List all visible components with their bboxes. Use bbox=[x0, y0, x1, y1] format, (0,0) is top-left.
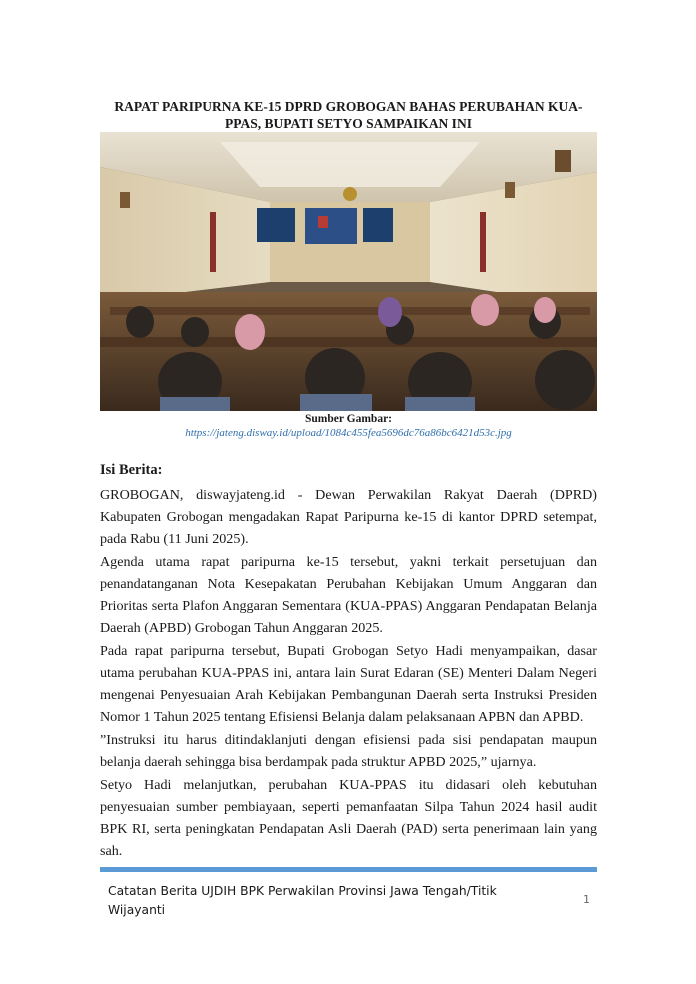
paragraph: GROBOGAN, diswayjateng.id - Dewan Perwakilan Rakyat Daerah (DPRD) Kabupaten Grobogan mengadakan Rapat Paripurna ke-15 di kantor DPRD setempat, pada Rabu (11 Juni 2025). bbox=[100, 487, 597, 547]
paragraph: Setyo Hadi melanjutkan, perubahan KUA-PPAS itu didasari oleh kebutuhan penyesuaian sumber pembiayaan, seperti pemanfaatan Silpa Tahun 2024 hasil audit BPK RI, serta peningkatan Pendapatan Asli Daerah (PAD) serta penerimaan lain yang sah. bbox=[100, 777, 597, 859]
article-body bbox=[100, 484, 597, 863]
page-number: 1 bbox=[583, 893, 590, 906]
footer-divider bbox=[100, 867, 597, 872]
paragraph: ”Instruksi itu harus ditindaklanjuti dengan efisiensi pada sisi pendapatan maupun belanja daerah sehingga bisa berdampak pada struktur APBD 2025,” ujarnya. bbox=[100, 732, 597, 770]
paragraph: Pada rapat paripurna tersebut, Bupati Grobogan Setyo Hadi menyampaikan, dasar utama perubahan KUA-PPAS ini, antara lain Surat Edaran (SE) Menteri Dalam Negeri mengenai Penyesuaian Arah Kebijakan Pembangunan Daerah serta Instruksi Presiden Nomor 1 Tahun 2025 tentang Efisiensi Belanja dalam pelaksanaan APBN dan APBD. bbox=[100, 643, 597, 725]
image-caption-label: Sumber Gambar: bbox=[305, 413, 392, 425]
paragraph: Agenda utama rapat paripurna ke-15 tersebut, yakni terkait persetujuan dan penandatanganan Nota Kesepakatan Perubahan Kebijakan Umum Anggaran dan Prioritas serta Plafon Anggaran Sementara (KUA-PPAS) Anggaran Pendapatan Belanja Daerah (APBD) Grobogan Tahun Anggaran 2025. bbox=[100, 554, 597, 636]
section-heading: Isi Berita: bbox=[100, 462, 163, 478]
footer-note: Catatan Berita UJDIH BPK Perwakilan Provinsi Jawa Tengah/Titik Wijayanti bbox=[108, 884, 497, 917]
image-source-link[interactable]: https://jateng.disway.id/upload/1084c455fea5696dc76a86bc6421d53c.jpg bbox=[185, 427, 512, 439]
meeting-photo bbox=[100, 132, 597, 411]
article-title: RAPAT PARIPURNA KE-15 DPRD GROBOGAN BAHAS PERUBAHAN KUA-PPAS, BUPATI SETYO SAMPAIKAN INI bbox=[114, 99, 583, 131]
